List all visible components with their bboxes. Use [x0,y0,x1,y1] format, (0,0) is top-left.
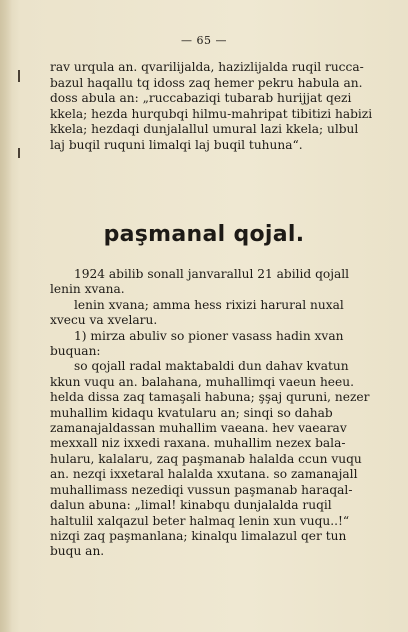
text-line: 1924 abilib sonall janvarallul 21 abilid qojall [74,267,350,281]
text-line: an. nezqi ixxetaral halalda xxutana. so zamanajall [50,467,358,482]
text-line: muhallim kidaqu kvatularu an; sinqi so dahab [50,405,333,420]
paragraph-2 [50,267,390,560]
text-line: lenin xvana. [50,282,125,297]
text-line: helda dissa zaq tamaşali habuna; şşaj quruni, nezer [50,390,370,405]
text-line: doss abula an: „ruccabaziqi tubarab hurijjat qezi [50,91,352,106]
margin-mark [18,70,20,82]
text-line: hularu, kalalaru, zaq paşmanab halalda ccun vuqu [50,451,362,466]
text-line: kkun vuqu an. balahana, muhallimqi vaeun heeu. [50,374,354,389]
text-line: laj buqil ruquni limalqi laj buqil tuhuna“. [50,137,303,152]
margin-mark [18,148,20,158]
text-line: so qojall radal maktabaldi dun dahav kvatun [74,359,349,374]
text-line: dalun abuna: „limal! kinabqu dunjalalda ruqil [50,498,332,513]
page-binding-shadow [0,0,12,632]
text-line: xvecu va xvelaru. [50,313,158,328]
text-line: rav urqula an. qvarilijalda, hazizlijalda ruqil rucca- [50,60,364,74]
text-line: bazul haqallu tq idoss zaq hemer pekru habula an. [50,75,363,90]
paragraph-1 [50,60,390,154]
text-line: zamanajaldassan muhallim vaeana. hev vaearav [50,421,347,436]
text-line: 1) mirza abuliv so pioner vasass hadin xvan [74,328,344,343]
text-line: kkela; hezdaqi dunjalallul umural lazi kkela; ulbul [50,122,359,137]
text-line: buqu an. [50,544,105,559]
text-line: muhallimass nezediqi vussun paşmanab haraqal- [50,482,353,497]
text-line: haltulil xalqazul beter halmaq lenin xun vuqu..!“ [50,513,350,528]
text-line: kkela; hezda hurqubqi hilmu-mahripat tibitizi habizi [50,106,373,121]
text-line: nizqi zaq paşmanlana; kinalqu limalazul qer tun [50,528,347,543]
text-line: lenin xvana; amma hess rixizi harural nuxal [74,297,344,312]
text-line: mexxall niz ixxedi raxana. muhallim nezex bala- [50,436,346,451]
text-line: buquan: [50,344,101,359]
section-title: paşmanal qojal. [103,222,305,247]
page-number: — 65 — [181,34,227,47]
